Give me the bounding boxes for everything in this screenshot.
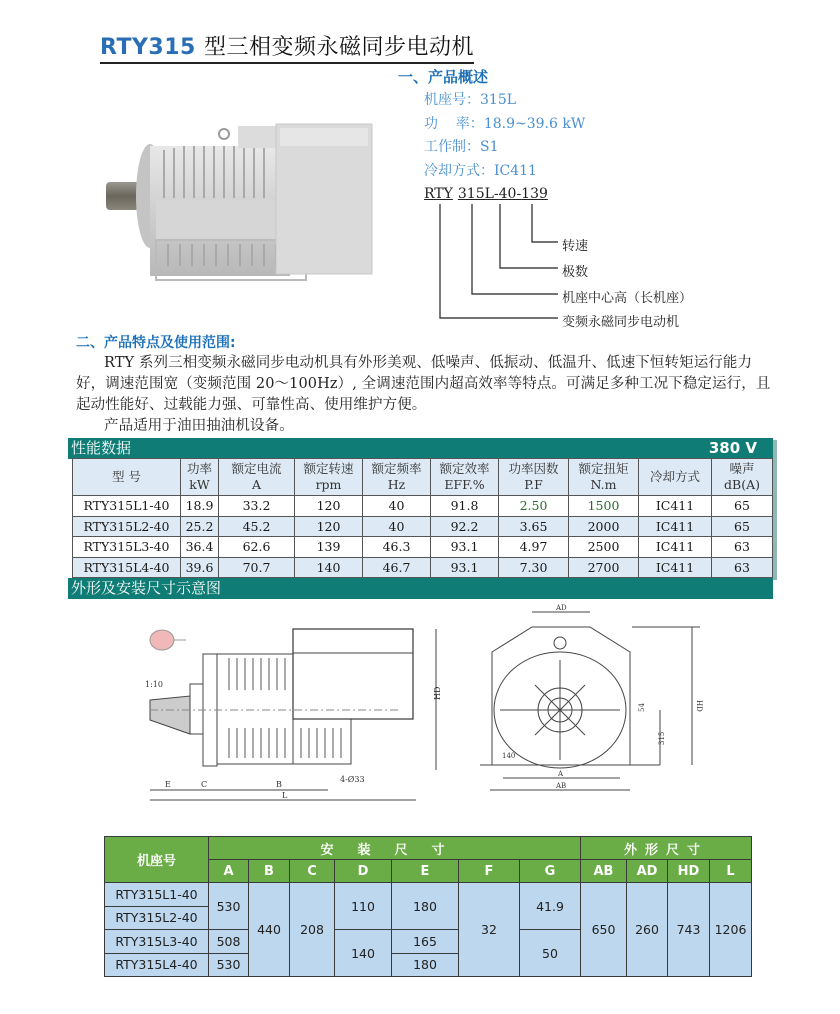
code-label-speed: 转速 [562, 239, 589, 254]
overview-section [398, 66, 585, 183]
header-efficiency: 额定效率 EFF.% [431, 459, 499, 496]
title-model: RTY315 [100, 35, 196, 60]
header-outline-dims: 外形尺寸 [581, 837, 752, 860]
voltage-badge: 380 V [708, 439, 757, 457]
svg-text:A: A [558, 770, 564, 778]
dims-header-row-1 [105, 837, 752, 860]
svg-text:140: 140 [502, 752, 516, 760]
page-title [100, 30, 474, 64]
overview-frame: 机座号：315L [424, 92, 517, 108]
dims-header-row-2: A B C D E F G AB AD HD L [105, 860, 752, 883]
header-cooling: 冷却方式 [639, 459, 712, 496]
table-header-row [73, 459, 773, 496]
overview-heading: 一、产品概述 [398, 68, 489, 86]
bar-shadow [773, 440, 777, 580]
table-row: RTY315L3-40 36.4 62.6 139 46.3 93.1 4.97 2500 IC411 63 [73, 537, 773, 558]
header-torque: 额定扭矩 N.m [569, 459, 639, 496]
code-part-speed: 139 [521, 186, 548, 202]
code-label-type: 变频永磁同步电动机 [562, 315, 680, 330]
svg-text:315: 315 [658, 731, 666, 745]
svg-text:HD: HD [695, 700, 703, 712]
features-paragraph: RTY 系列三相变频永磁同步电动机具有外形美观、低噪声、低振动、低温升、低速下恒转矩运行能力好，调速范围宽（变频范围 20～100Hz）, 全调速范围内超高效率等特点。可满足多种工况下稳定运行，且起动性能好、过载能力强、可靠性高、使用维护方便。 [76, 355, 771, 413]
header-current: 额定电流 A [219, 459, 295, 496]
code-part-series: RTY [424, 186, 453, 202]
overview-power: 功 率：18.9~39.6 kW [424, 115, 586, 132]
table-row: RTY315L4-40 530 180 [105, 953, 752, 977]
header-frame-no: 机座号 [105, 837, 209, 883]
overview-cooling: 冷却方式：IC411 [424, 162, 537, 179]
svg-text:HD: HD [433, 686, 442, 700]
title-name: 型三相变频永磁同步电动机 [203, 35, 474, 60]
header-install-dims: 安装尺寸 [209, 837, 581, 860]
performance-table [72, 458, 773, 578]
svg-text:B: B [276, 780, 282, 789]
header-power: 功率 kW [181, 459, 219, 496]
features-section [76, 332, 776, 437]
motor-photo [98, 98, 388, 288]
features-heading: 二、产品特点及使用范围: [76, 335, 236, 351]
overview-duty: 工作制：S1 [424, 139, 499, 155]
dimension-drawing [100, 600, 740, 810]
code-part-frame: 315L- [457, 186, 499, 202]
header-power-factor: 功率因数 P.F [499, 459, 569, 496]
svg-text:54: 54 [638, 703, 646, 712]
table-row: RTY315L1-40 530 440 208 110 180 32 41.9 650 260 743 1206 [105, 883, 752, 907]
table-row: RTY315L2-40 25.2 45.2 120 40 92.2 3.65 2000 IC411 65 [73, 516, 773, 537]
header-speed: 额定转速 rpm [295, 459, 363, 496]
svg-text:E: E [165, 780, 171, 789]
drawing-title: 外形及安装尺寸示意图 [71, 579, 222, 597]
header-frequency: 额定频率 Hz [363, 459, 431, 496]
performance-bar [68, 438, 773, 459]
svg-text:4-Ø33: 4-Ø33 [340, 775, 365, 784]
svg-text:C: C [201, 780, 208, 789]
code-label-frame: 机座中心高（长机座） [562, 291, 693, 306]
table-row: RTY315L4-40 39.6 70.7 140 46.7 93.1 7.30 2700 IC411 63 [73, 557, 773, 578]
svg-text:AD: AD [556, 604, 567, 612]
dimensions-table [104, 836, 752, 977]
code-label-poles: 极数 [562, 265, 589, 280]
drawing-bar [68, 578, 773, 599]
table-row: RTY315L2-40 [105, 906, 752, 930]
features-application: 产品适用于油田抽油机设备。 [104, 418, 294, 434]
code-part-poles: 40- [498, 186, 522, 202]
table-row: RTY315L3-40 508 140 165 50 [105, 930, 752, 954]
header-noise: 噪声 dB(A) [712, 459, 773, 496]
svg-text:1:10: 1:10 [145, 680, 163, 689]
table-row: RTY315L1-40 18.9 33.2 120 40 91.8 2.50 1500 IC411 65 [73, 496, 773, 517]
svg-text:L: L [282, 791, 288, 800]
header-model: 型 号 [73, 459, 181, 496]
performance-title: 性能数据 [71, 439, 132, 457]
svg-text:AB: AB [556, 782, 567, 790]
